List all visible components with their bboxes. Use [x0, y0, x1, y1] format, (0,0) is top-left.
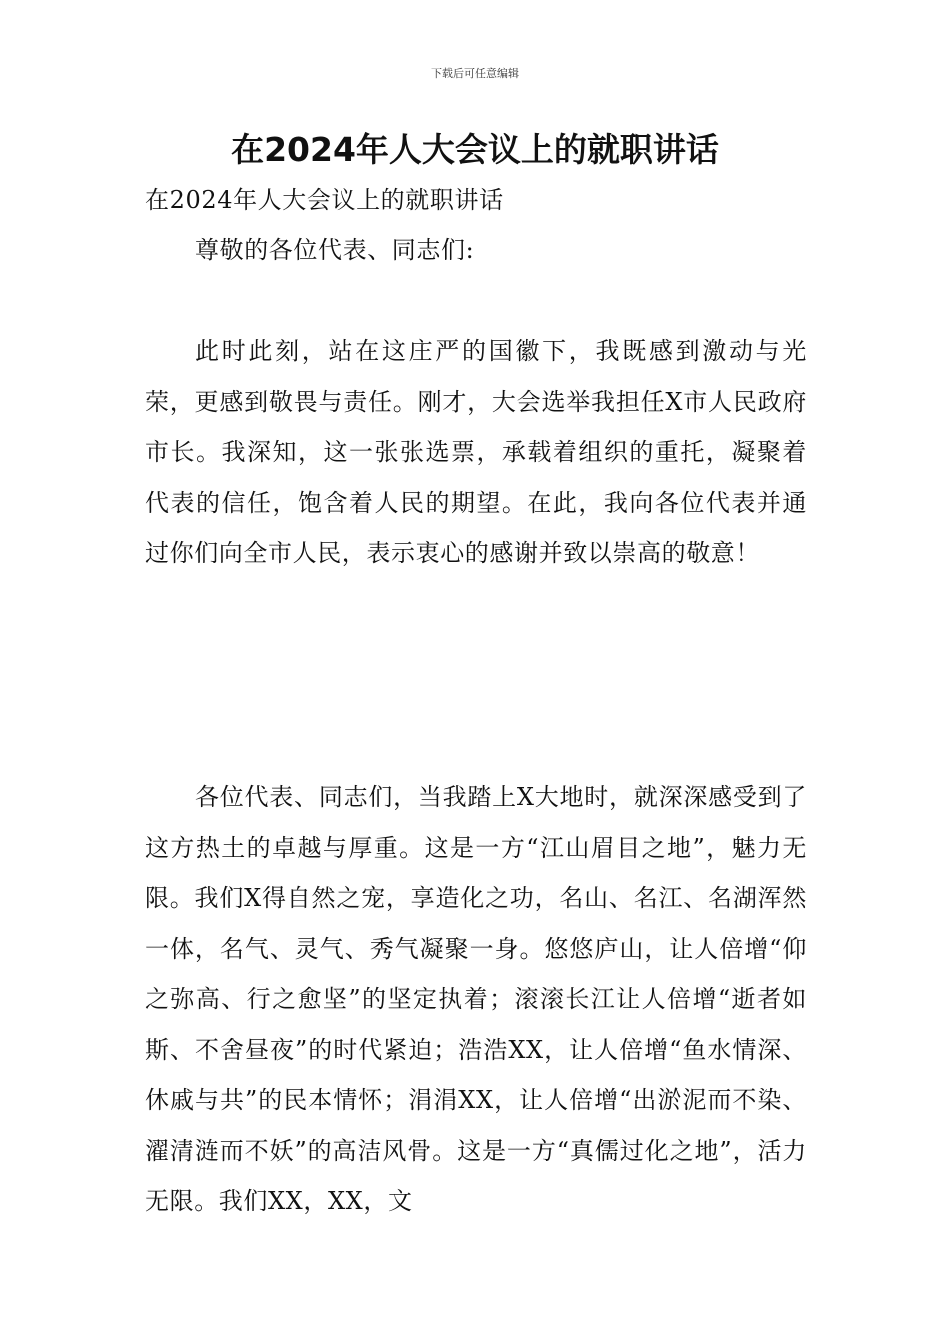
paragraph-1: 此时此刻，站在这庄严的国徽下，我既感到激动与光荣，更感到敬畏与责任。刚才，大会选举我担任X市人民政府市长。我深知，这一张张选票，承载着组织的重托，凝聚着代表的信任，饱含着人民的期望。在此，我向各位代表并通过你们向全市人民，表示衷心的感谢并致以崇高的敬意！ — [145, 337, 807, 567]
paragraph-2: 各位代表、同志们，当我踏上X大地时，就深深感受到了这方热土的卓越与厚重。这是一方“江山眉目之地”，魅力无限。我们X得自然之宠，享造化之功，名山、名江、名湖浑然一体，名气、灵气、秀气凝聚一身。悠悠庐山，让人倍增“仰之弥高、行之愈坚”的坚定执着；滚滚长江让人倍增“逝者如斯、不舍昼夜”的时代紧迫；浩浩XX，让人倍增“鱼水情深、休戚与共”的民本情怀；涓涓XX，让人倍增“出淤泥而不染、濯清涟而不妖”的高洁风骨。这是一方“真儒过化之地”，活力无限。我们XX，XX，文 — [145, 783, 807, 1215]
greeting: 尊敬的各位代表、同志们: — [195, 236, 475, 264]
header-note: 下载后可任意编辑 — [431, 67, 519, 80]
document-title: 在2024年人大会议上的就职讲话 — [231, 130, 719, 169]
document-subtitle: 在2024年人大会议上的就职讲话 — [145, 186, 504, 214]
